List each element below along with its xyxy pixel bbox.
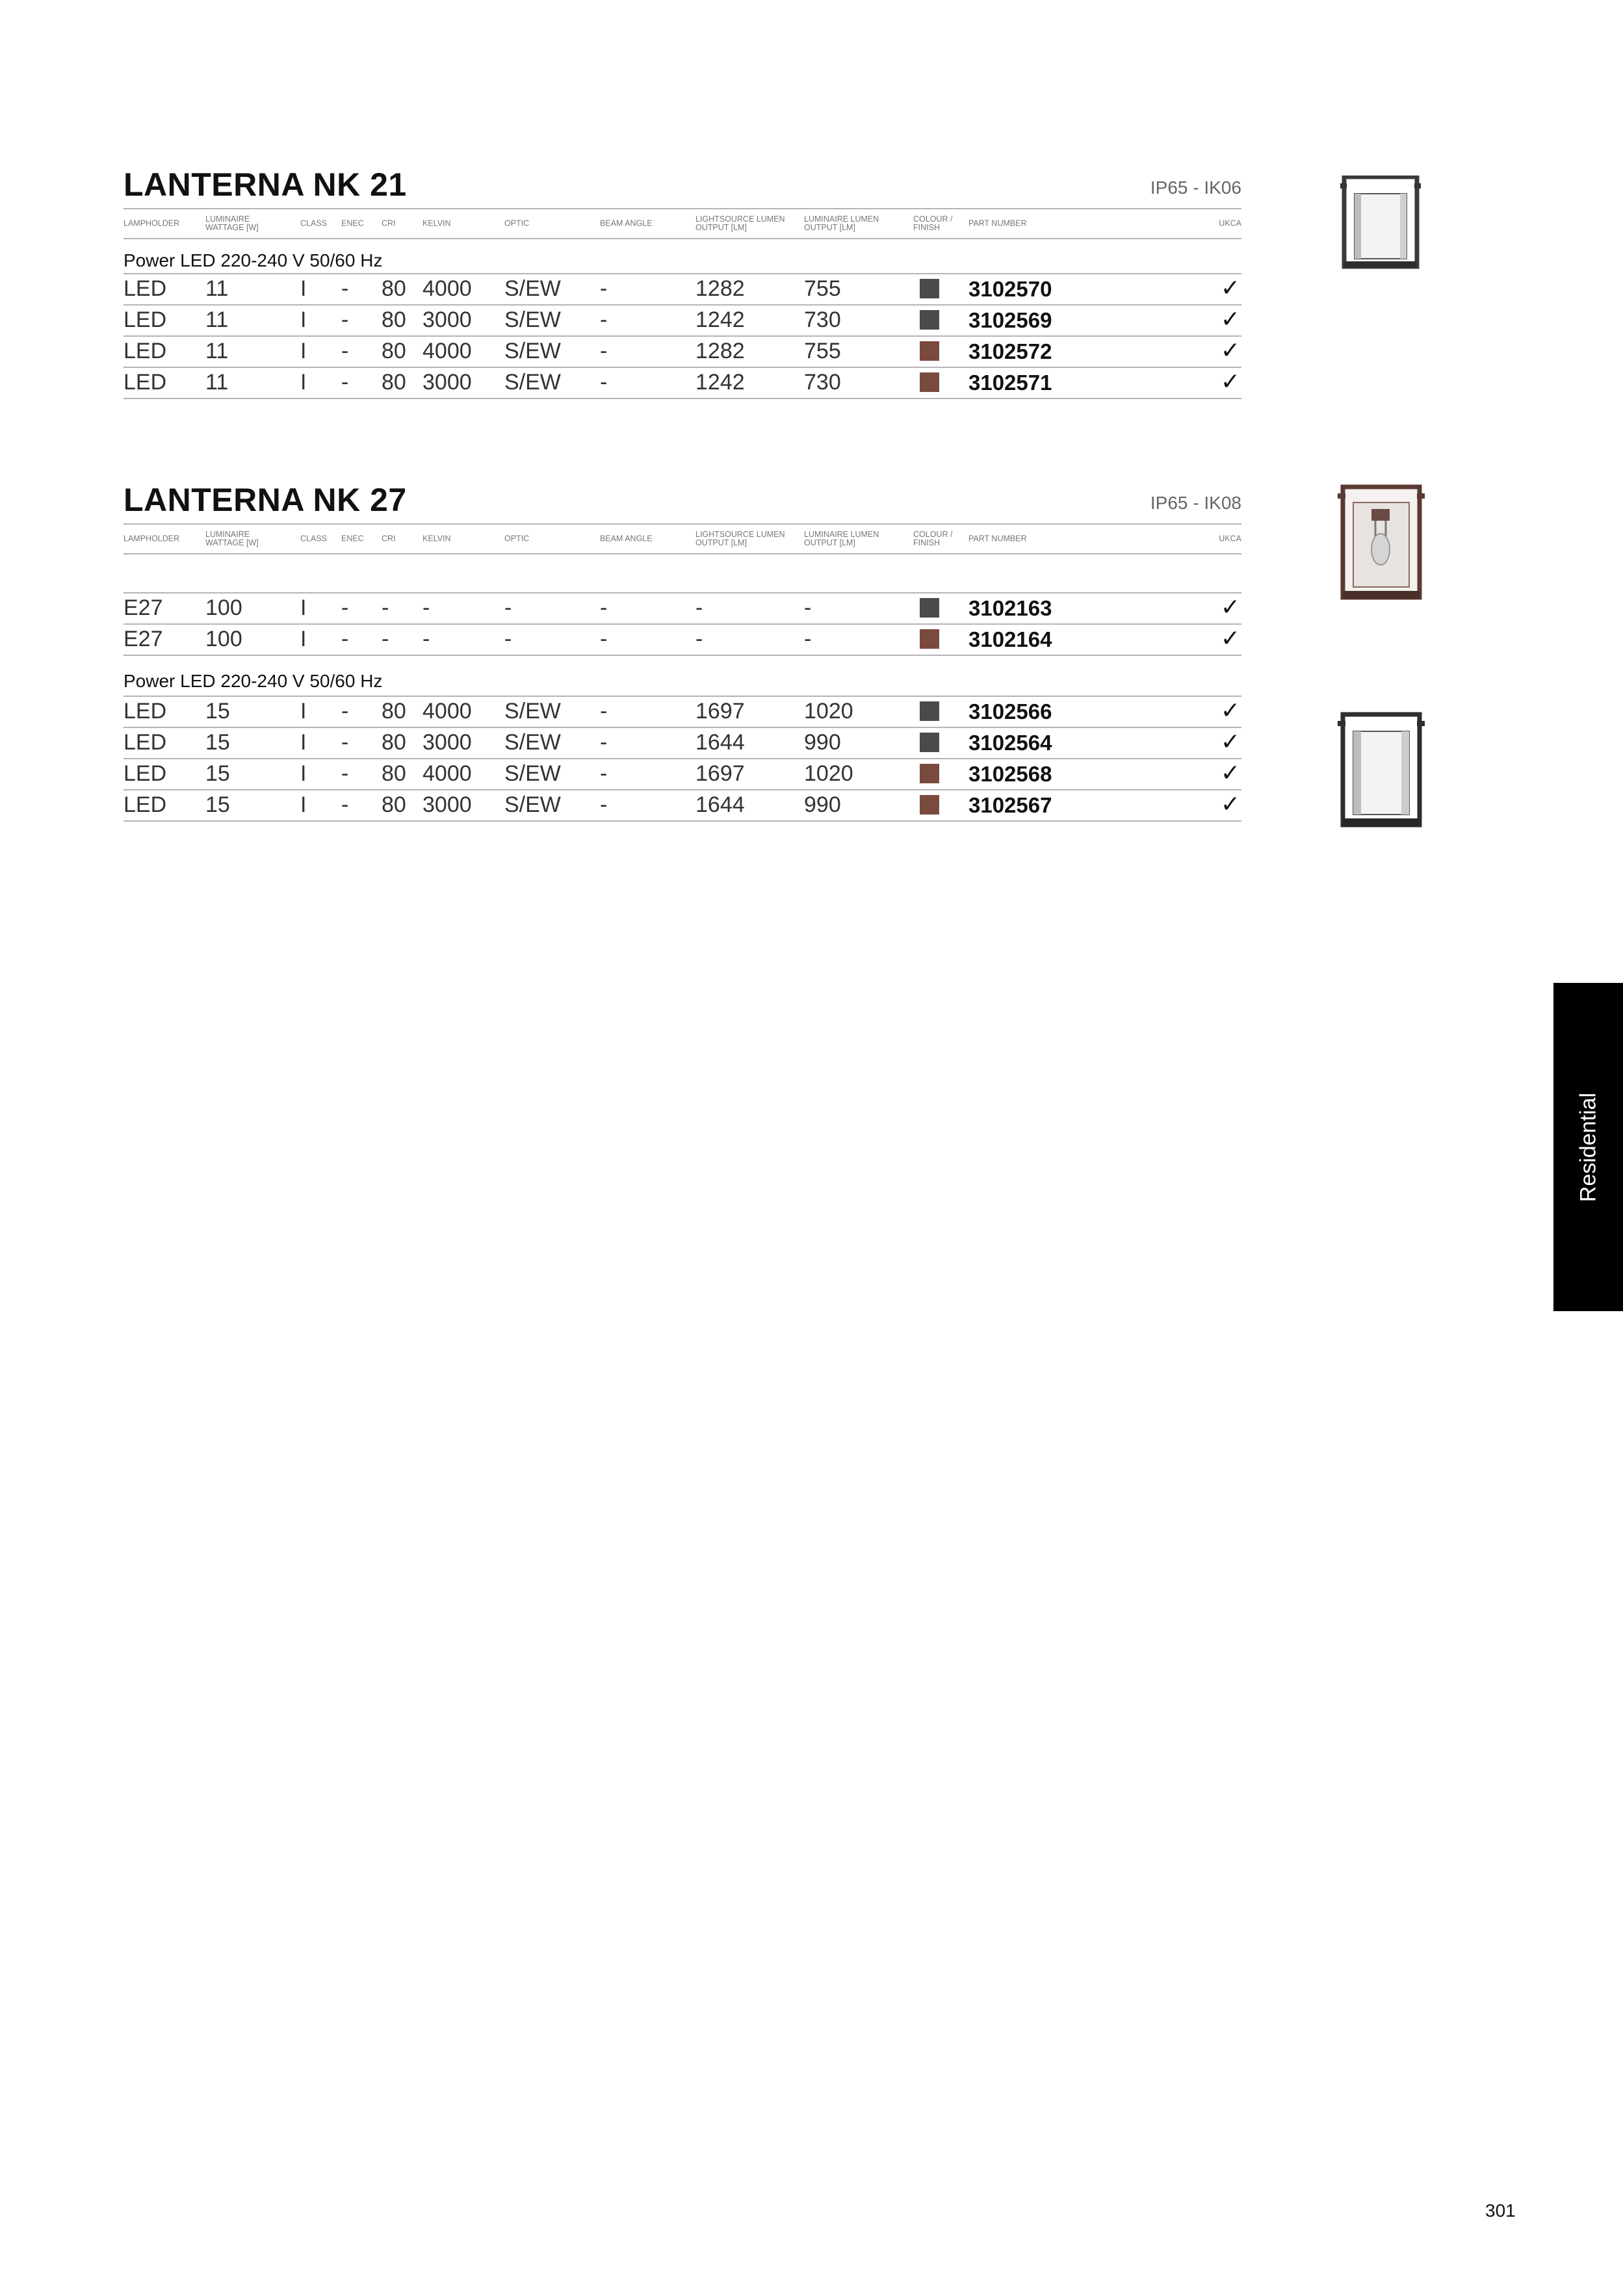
cell-enec: - bbox=[341, 730, 349, 755]
cell-wattage: 100 bbox=[205, 595, 242, 620]
section-tab-label: Residential bbox=[1576, 1092, 1600, 1202]
cell-class: I bbox=[300, 370, 307, 395]
part-number: 3102571 bbox=[968, 371, 1052, 395]
col-lum-lumen: LUMINAIRE LUMEN OUTPUT [LM] bbox=[804, 530, 879, 547]
cell-kelvin: 4000 bbox=[422, 276, 472, 301]
cell-lum-lumen: 1020 bbox=[804, 699, 853, 724]
col-colour: COLOUR / FINISH bbox=[913, 215, 953, 232]
col-class: CLASS bbox=[300, 218, 327, 228]
cell-class: I bbox=[300, 730, 307, 755]
table-body bbox=[123, 273, 1241, 399]
cell-lampholder: LED bbox=[123, 730, 167, 755]
cell-cri: 80 bbox=[382, 699, 406, 724]
cell-class: I bbox=[300, 792, 307, 817]
cell-cri: 80 bbox=[382, 730, 406, 755]
cell-wattage: 15 bbox=[205, 761, 230, 786]
cell-wattage: 11 bbox=[205, 339, 229, 363]
col-colour: COLOUR / FINISH bbox=[913, 530, 953, 547]
part-number: 3102567 bbox=[968, 793, 1052, 817]
cell-ls-lumen: 1242 bbox=[695, 307, 745, 332]
cell-beam: - bbox=[600, 792, 608, 817]
cell-lum-lumen: - bbox=[804, 595, 812, 620]
cell-optic: S/EW bbox=[504, 370, 561, 395]
part-number: 3102164 bbox=[968, 627, 1052, 651]
col-lampholder: LAMPHOLDER bbox=[123, 218, 180, 228]
cell-class: I bbox=[300, 699, 307, 724]
part-number: 3102568 bbox=[968, 762, 1052, 786]
colour-swatch-anthracite bbox=[920, 598, 939, 618]
col-wattage: LUMINAIRE WATTAGE [W] bbox=[205, 215, 259, 232]
cell-beam: - bbox=[600, 339, 608, 363]
cell-kelvin: 4000 bbox=[422, 699, 472, 724]
cell-kelvin: - bbox=[422, 595, 430, 620]
col-beam: BEAM ANGLE bbox=[600, 218, 653, 228]
cell-lum-lumen: 755 bbox=[804, 339, 841, 363]
ip-rating: IP65 - IK06 bbox=[1150, 177, 1241, 198]
col-optic: OPTIC bbox=[504, 534, 530, 543]
product-image-nk27-led bbox=[1338, 712, 1425, 832]
cell-wattage: 11 bbox=[205, 370, 229, 395]
cell-cri: - bbox=[382, 595, 389, 620]
page-number: 301 bbox=[1485, 2200, 1516, 2221]
cell-class: I bbox=[300, 307, 307, 332]
lantern-nk27-e27-icon bbox=[1338, 484, 1425, 601]
cell-lum-lumen: 990 bbox=[804, 792, 841, 817]
table-row bbox=[123, 759, 1241, 790]
cell-wattage: 11 bbox=[205, 276, 229, 301]
cell-enec: - bbox=[341, 307, 349, 332]
cell-ls-lumen: 1697 bbox=[695, 761, 745, 786]
col-ls-lumen: LIGHTSOURCE LUMEN OUTPUT [LM] bbox=[695, 530, 785, 547]
table-body bbox=[123, 696, 1241, 822]
table-header bbox=[123, 523, 1241, 554]
cell-lum-lumen: 730 bbox=[804, 370, 841, 395]
table-row bbox=[123, 337, 1241, 368]
part-number: 3102569 bbox=[968, 308, 1052, 332]
cell-enec: - bbox=[341, 792, 349, 817]
cell-lampholder: LED bbox=[123, 761, 167, 786]
col-kelvin: KELVIN bbox=[422, 534, 451, 543]
cell-optic: S/EW bbox=[504, 730, 561, 755]
cell-cri: - bbox=[382, 627, 389, 651]
cell-optic: S/EW bbox=[504, 339, 561, 363]
colour-swatch-anthracite bbox=[920, 279, 939, 298]
table-row bbox=[123, 368, 1241, 399]
part-number: 3102564 bbox=[968, 731, 1052, 755]
col-lum-lumen: LUMINAIRE LUMEN OUTPUT [LM] bbox=[804, 215, 879, 232]
colour-swatch-anthracite bbox=[920, 733, 939, 752]
cell-lum-lumen: 1020 bbox=[804, 761, 853, 786]
cell-kelvin: 4000 bbox=[422, 339, 472, 363]
col-class: CLASS bbox=[300, 534, 327, 543]
cell-wattage: 15 bbox=[205, 792, 230, 817]
table-row bbox=[123, 594, 1241, 625]
cell-lampholder: E27 bbox=[123, 595, 163, 620]
cell-beam: - bbox=[600, 370, 608, 395]
cell-wattage: 11 bbox=[205, 307, 229, 332]
product-section-nk21 bbox=[123, 166, 1241, 406]
cell-kelvin: 3000 bbox=[422, 307, 472, 332]
col-lampholder: LAMPHOLDER bbox=[123, 534, 180, 543]
col-enec: ENEC bbox=[341, 218, 364, 228]
cell-ls-lumen: - bbox=[695, 595, 703, 620]
colour-swatch-corten bbox=[920, 372, 939, 392]
cell-enec: - bbox=[341, 699, 349, 724]
colour-swatch-corten bbox=[920, 629, 939, 649]
ukca-check-icon: ✓ bbox=[1220, 728, 1240, 755]
cell-cri: 80 bbox=[382, 792, 406, 817]
colour-swatch-anthracite bbox=[920, 701, 939, 721]
ukca-check-icon: ✓ bbox=[1220, 594, 1240, 620]
cell-class: I bbox=[300, 339, 307, 363]
cell-lum-lumen: 730 bbox=[804, 307, 841, 332]
ukca-check-icon: ✓ bbox=[1220, 759, 1240, 786]
cell-kelvin: 3000 bbox=[422, 370, 472, 395]
cell-wattage: 100 bbox=[205, 627, 242, 651]
cell-class: I bbox=[300, 276, 307, 301]
cell-class: I bbox=[300, 761, 307, 786]
col-cri: CRI bbox=[382, 534, 396, 543]
col-ukca: UKCA bbox=[1219, 218, 1241, 228]
lantern-nk27-led-icon bbox=[1338, 712, 1425, 829]
cell-lampholder: LED bbox=[123, 792, 167, 817]
product-image-nk21 bbox=[1340, 176, 1421, 273]
product-title: LANTERNA NK 21 bbox=[123, 166, 407, 203]
cell-optic: - bbox=[504, 595, 512, 620]
cell-cri: 80 bbox=[382, 307, 406, 332]
cell-optic: S/EW bbox=[504, 307, 561, 332]
colour-swatch-anthracite bbox=[920, 310, 939, 330]
table-body-e27 bbox=[123, 553, 1241, 656]
colour-swatch-corten bbox=[920, 764, 939, 783]
cell-optic: S/EW bbox=[504, 761, 561, 786]
col-cri: CRI bbox=[382, 218, 396, 228]
ukca-check-icon: ✓ bbox=[1220, 368, 1240, 395]
col-wattage: LUMINAIRE WATTAGE [W] bbox=[205, 530, 259, 547]
cell-class: I bbox=[300, 595, 307, 620]
col-kelvin: KELVIN bbox=[422, 218, 451, 228]
product-section-nk27 bbox=[123, 481, 1241, 832]
col-part: PART NUMBER bbox=[968, 534, 1027, 543]
cell-lum-lumen: - bbox=[804, 627, 812, 651]
cell-enec: - bbox=[341, 339, 349, 363]
cell-enec: - bbox=[341, 370, 349, 395]
cell-ls-lumen: 1697 bbox=[695, 699, 745, 724]
cell-wattage: 15 bbox=[205, 699, 230, 724]
cell-lampholder: E27 bbox=[123, 627, 163, 651]
cell-optic: S/EW bbox=[504, 276, 561, 301]
spacer-row bbox=[123, 553, 1241, 594]
cell-kelvin: 4000 bbox=[422, 761, 472, 786]
cell-lum-lumen: 755 bbox=[804, 276, 841, 301]
part-number: 3102566 bbox=[968, 699, 1052, 724]
cell-ls-lumen: - bbox=[695, 627, 703, 651]
cell-beam: - bbox=[600, 276, 608, 301]
lantern-nk21-icon bbox=[1340, 176, 1421, 270]
cell-beam: - bbox=[600, 730, 608, 755]
table-row bbox=[123, 274, 1241, 306]
cell-ls-lumen: 1282 bbox=[695, 339, 745, 363]
power-subtitle: Power LED 220-240 V 50/60 Hz bbox=[123, 671, 383, 691]
ukca-check-icon: ✓ bbox=[1220, 625, 1240, 651]
table-row bbox=[123, 625, 1241, 656]
e27-rows bbox=[123, 594, 1241, 656]
table-row bbox=[123, 306, 1241, 337]
product-title: LANTERNA NK 27 bbox=[123, 482, 407, 518]
cell-enec: - bbox=[341, 627, 349, 651]
table-row bbox=[123, 790, 1241, 822]
col-ukca: UKCA bbox=[1219, 534, 1241, 543]
cell-lampholder: LED bbox=[123, 339, 167, 363]
cell-beam: - bbox=[600, 595, 608, 620]
table-header bbox=[123, 208, 1241, 239]
colour-swatch-corten bbox=[920, 795, 939, 815]
cell-ls-lumen: 1644 bbox=[695, 792, 745, 817]
cell-optic: - bbox=[504, 627, 512, 651]
cell-cri: 80 bbox=[382, 276, 406, 301]
cell-cri: 80 bbox=[382, 761, 406, 786]
cell-class: I bbox=[300, 627, 307, 651]
col-enec: ENEC bbox=[341, 534, 364, 543]
ukca-check-icon: ✓ bbox=[1220, 274, 1240, 301]
cell-lum-lumen: 990 bbox=[804, 730, 841, 755]
cell-optic: S/EW bbox=[504, 699, 561, 724]
cell-enec: - bbox=[341, 761, 349, 786]
cell-beam: - bbox=[600, 699, 608, 724]
table-row bbox=[123, 728, 1241, 759]
table-row bbox=[123, 697, 1241, 728]
ip-rating: IP65 - IK08 bbox=[1150, 493, 1241, 513]
col-beam: BEAM ANGLE bbox=[600, 534, 653, 543]
cell-kelvin: - bbox=[422, 627, 430, 651]
cell-beam: - bbox=[600, 307, 608, 332]
ukca-check-icon: ✓ bbox=[1220, 697, 1240, 724]
cell-beam: - bbox=[600, 761, 608, 786]
cell-lampholder: LED bbox=[123, 276, 167, 301]
cell-kelvin: 3000 bbox=[422, 730, 472, 755]
cell-beam: - bbox=[600, 627, 608, 651]
cell-cri: 80 bbox=[382, 370, 406, 395]
section-tab-residential[interactable] bbox=[1553, 983, 1623, 1311]
ukca-check-icon: ✓ bbox=[1220, 306, 1240, 332]
part-number: 3102163 bbox=[968, 596, 1052, 620]
cell-wattage: 15 bbox=[205, 730, 230, 755]
cell-enec: - bbox=[341, 595, 349, 620]
part-number: 3102572 bbox=[968, 339, 1052, 363]
cell-enec: - bbox=[341, 276, 349, 301]
cell-ls-lumen: 1282 bbox=[695, 276, 745, 301]
col-ls-lumen: LIGHTSOURCE LUMEN OUTPUT [LM] bbox=[695, 215, 785, 232]
ukca-check-icon: ✓ bbox=[1220, 337, 1240, 363]
cell-optic: S/EW bbox=[504, 792, 561, 817]
ukca-check-icon: ✓ bbox=[1220, 790, 1240, 817]
cell-ls-lumen: 1644 bbox=[695, 730, 745, 755]
cell-ls-lumen: 1242 bbox=[695, 370, 745, 395]
cell-cri: 80 bbox=[382, 339, 406, 363]
cell-kelvin: 3000 bbox=[422, 792, 472, 817]
part-number: 3102570 bbox=[968, 277, 1052, 301]
product-image-nk27-e27 bbox=[1338, 484, 1425, 605]
col-optic: OPTIC bbox=[504, 218, 530, 228]
cell-lampholder: LED bbox=[123, 699, 167, 724]
power-subtitle: Power LED 220-240 V 50/60 Hz bbox=[123, 250, 383, 270]
cell-lampholder: LED bbox=[123, 370, 167, 395]
col-part: PART NUMBER bbox=[968, 218, 1027, 228]
cell-lampholder: LED bbox=[123, 307, 167, 332]
colour-swatch-corten bbox=[920, 341, 939, 361]
